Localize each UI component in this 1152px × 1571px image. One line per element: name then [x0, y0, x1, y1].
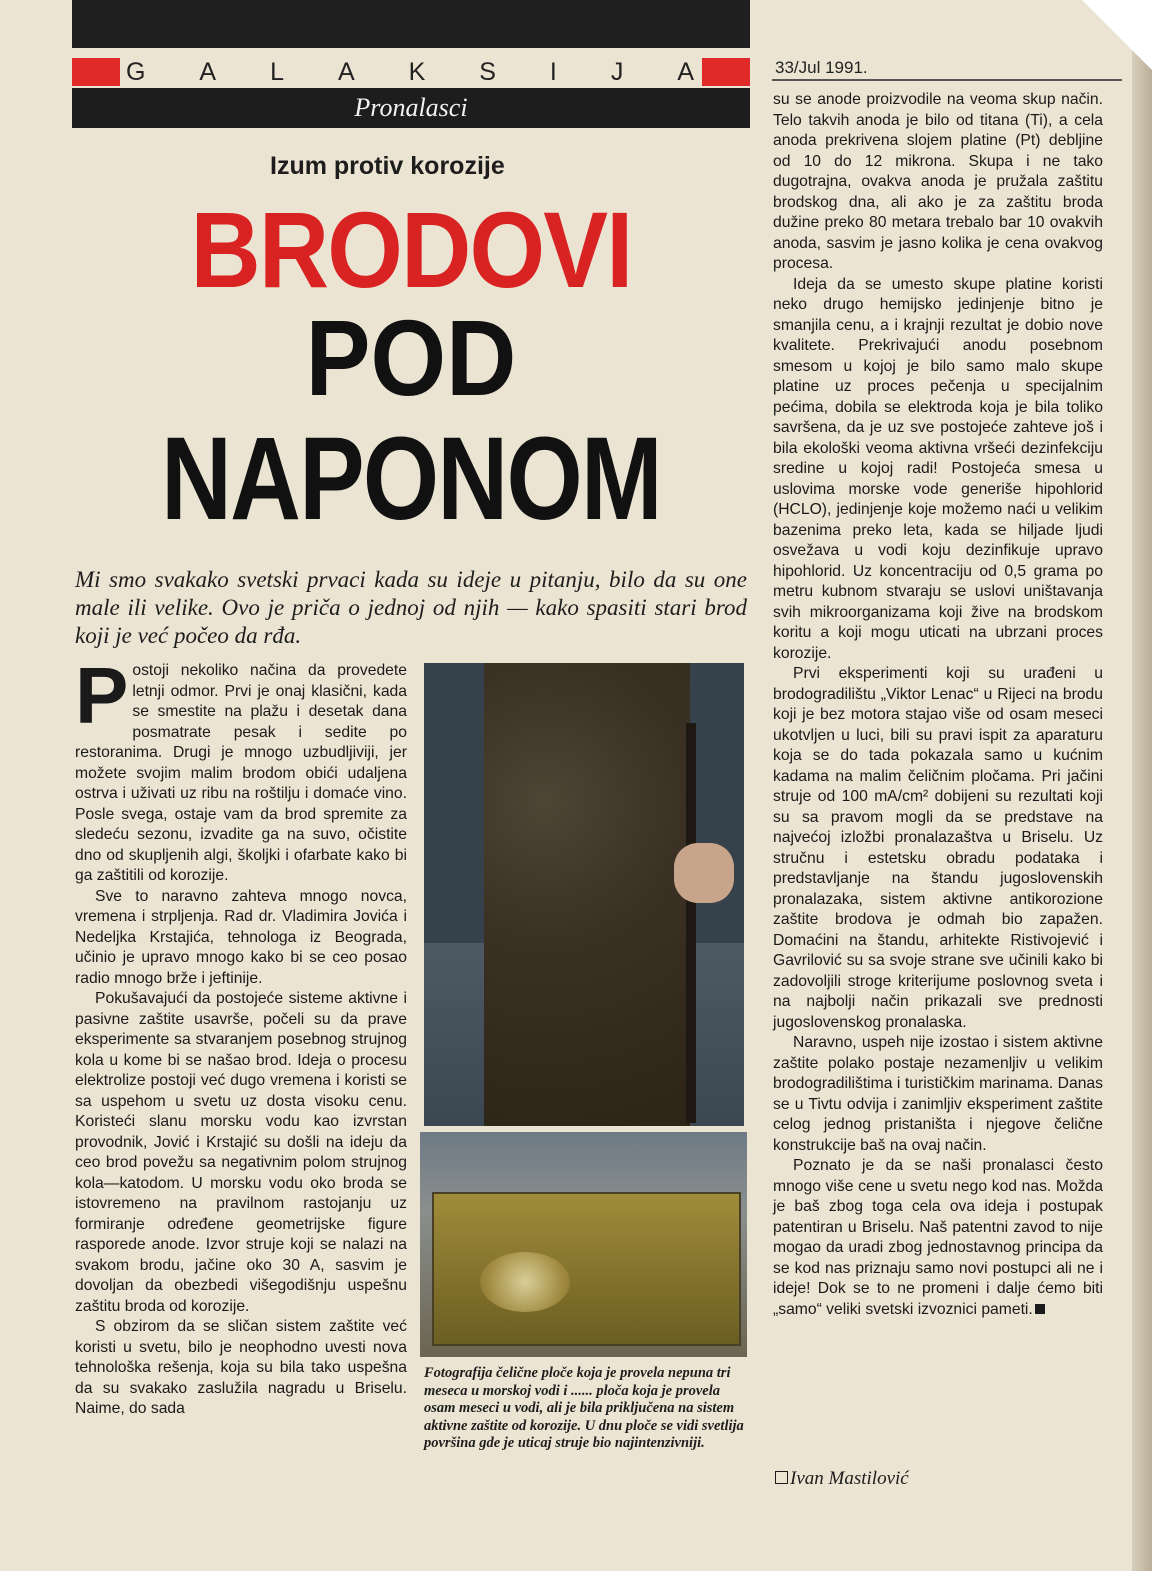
paragraph-text: Poznato je da se naši pronalasci često mnogo više cene u svetu nego kod nas. Možda je baš zbog toga cela ova ideja i postupak patentiran u Briselu. Naš patentni zavod to nije mogao da uradi zbog jednostavnog principa da se kod nas priznaju samo novi postupci ali ne i ideje! Dok se to ne promeni i dalje ćemo biti „samo“ veliki svetski izvoznici pameti. — [773, 1157, 1103, 1318]
corroded-plate — [484, 663, 690, 1126]
article-lead: Mi smo svakako svetski prvaci kada su ideje u pitanju, bilo da su one male ili velike. Ovo je priča o jednoj od njih — kako spasiti stari brod koji je već počeo da rđa. — [75, 567, 747, 648]
drop-cap: P — [75, 651, 129, 740]
paragraph: Pokušavajući da postojeće sisteme aktivne i pasivne zaštite usavrše, počeli su da prave eksperimente sa stvaranjem posebnog strujnog kola u kome bi se našao brod. Ideja o procesu elektrolize postoji već dugo vremena i koristi se sa uspehom u svetu uz dosta visoku cenu. Koristeći slanu morsku vodu kao izvrstan provodnik, Jović i Krstajić su došli na ideju da ceo brod povežu sa negativnim polom strujnog kola—katodom. U morsku vodu oko broda se istovremeno na pravilnom rastojanju uz formiranje određene geometrijske figure rasporede anode. Izvor struje koji se nalazi na svakom brodu, jačine oko 30 A, sasvim je dovoljan da obezbedi višegodišnju uspešnu zaštitu broda od korozije. — [75, 990, 407, 1315]
paragraph: Sve to naravno zahteva mnogo novca, vremena i strpljenja. Rad dr. Vladimira Jovića i Nedeljka Krstajića, tehnologa iz Beograda, učinio je upravo mnogo kako bi se ceo posao radio mnogo brže i jeftinije. — [75, 887, 407, 987]
page-edge — [1132, 0, 1152, 1571]
paragraph: Ideja da se umesto skupe platine koristi neko drugo hemijsko jedinjenje bitno je smanjila cenu, a i krajnji rezultat je dobio nove kvalitete. Prekrivajući anodu posebnom smesom u kojoj je bilo samo malo skupe platine uz proces pečenja u specijalnim pećima, dobila se elektroda koja je bila toliko savršena, da je uz sve postojeće zahteve još i bila ekološki veoma aktivna vršeći dezinfekciju sredine u kojoj radi! Postojeća smesa u uslovima morske vode generiše hipohlorid (HCLO), jedinjenje koje možemo naći u velikim bazenima preko leta, kada se hiljade ljudi osvežava u vodi koju dezinfikuje upravo hipohlorid. Uz koncentraciju od 0,5 grama po metru kubnom stvaraju se uslovi uništavanja svih mikroorganizama koji žive na brodskom koritu a koji mogu uticati na ubrzani proces korozije. — [773, 275, 1103, 662]
left-text-column — [75, 651, 407, 1420]
magazine-letter: L — [270, 57, 286, 86]
rubric-bar — [72, 88, 750, 128]
paragraph-text: ostoji nekoliko načina da provedete letnji odmor. Prvi je onaj klasični, kada se smestite na plažu i desetak dana posmatrate pesak i sedite po restoranima. Drugi je mnogo uzbudljiviji, jer možete svojim malim brodom obići udaljena ostrva i uživati uz ribu na roštilju i domaće vino. Posle svega, ostaje vam da brod spremite za sledeću sezonu, izvadite ga na suvo, očistite dno od skupljenih algi, školjki i ofarbate kako bi ga zaštitili od korozije. — [75, 662, 407, 884]
box-icon — [775, 1471, 788, 1484]
magazine-letter: A — [677, 57, 696, 86]
paragraph: S obzirom da se sličan sistem zaštite već koristi u svetu, bilo je neophodno uvesti nova tehnološka rešenja, koja su bila tako uspešna da su svakako zaslužila nagradu u Briselu. Naime, do sada — [75, 1318, 407, 1417]
headline-line-1: BRODOVI — [190, 189, 632, 310]
paragraph: Prvi eksperimenti koji su urađeni u brodogradilištu „Viktor Lenac“ u Rijeci na brodu koji je bez motora stajao više od osam meseci ukotvljen u luci, bili su pravi ispit za aparaturu koja se do tada pokazala samo u kućnim kadama na malim čeličnim pločama. Pri jačini struje od 100 mA/cm² dobijeni su rezultati koji su sa pravom mogli da se predstave na najvećoj izložbi pronalazaštva u Briselu. Uz stručnu i estetsku obradu podataka i predstavljanje na štandu jugoslovenskih pronalazaka, sistem aktivne antikorozione zaštite brodova je odmah bio zapažen. Domaćini na štandu, arhitekte Ristivojević i Gavrilović su sa svoje strane sve učinili kako bi zadovoljili stroge kriterijume poslovnog sveta i na najbolji način prikazali sve prednosti jugoslovenskog pronalaska. — [773, 665, 1103, 1031]
magazine-name — [126, 56, 696, 88]
magazine-letter: A — [337, 57, 357, 86]
magazine-name-bar — [72, 54, 750, 88]
plate-edge — [686, 723, 696, 1123]
protected-plate — [432, 1192, 741, 1346]
rubric-title: Pronalasci — [354, 93, 468, 122]
red-block-left — [72, 58, 120, 86]
bright-area — [480, 1252, 570, 1312]
end-mark-icon — [1035, 1304, 1045, 1314]
magazine-letter: G — [126, 57, 148, 86]
hand — [674, 843, 734, 903]
magazine-letter: I — [549, 57, 559, 86]
magazine-letter: S — [479, 57, 498, 86]
paragraph — [773, 1156, 1103, 1320]
red-block-right — [702, 58, 750, 86]
photo-caption: Fotografija čelične ploče koja je provela nepuna tri meseca u morskoj vodi i ...... ploča koja je provela osam meseci u vodi, ali je bila priključena na sistem aktivne zaštite od korozije. U dnu ploče se vidi svetlija površina gde je uticaj struje bio najintenzivniji. — [424, 1365, 744, 1451]
article-kicker: Izum protiv korozije — [270, 152, 505, 180]
issue-number: 33/Jul 1991. — [775, 58, 868, 77]
issue-rule — [772, 79, 1122, 81]
right-text-column — [773, 90, 1103, 1320]
magazine-letter: A — [199, 57, 219, 86]
paragraph — [75, 651, 407, 887]
author-name: Ivan Mastilović — [790, 1468, 909, 1489]
magazine-letter: K — [408, 57, 428, 86]
top-black-bar — [72, 0, 750, 48]
paragraph: Naravno, uspeh nije izostao i sistem aktivne zaštite polako postaje nezamenljiv u velikim brodogradilištima i turističkim marinama. Danas se u Tivtu odvija i zanimljiv eksperiment zaštite celog jednog pristaništa i njegove čelične konstrukcije baš na ovaj način. — [773, 1034, 1103, 1154]
author-byline — [775, 1468, 909, 1490]
paragraph: su se anode proizvodile na veoma skup način. Telo takvih anoda je bilo od titana (Ti), a cela anoda prekrivena slojem platine (Pt) debljine od 10 do 12 mikrona. Skupa i ne tako dugotrajna, ovakva anoda je pružala zaštitu brodskog dna, ali ako je za zaštitu broda dužine preko 80 metara trebalo bar 10 ovakvih anoda, sasvim je jasno kolika je cena ovakvog procesa. — [773, 91, 1103, 272]
steel-plate-photo — [424, 663, 744, 1126]
protected-plate-photo — [420, 1132, 747, 1357]
page-corner-fold — [1082, 0, 1152, 70]
magazine-letter: J — [610, 57, 626, 86]
headline-line-2: POD — [305, 297, 517, 418]
headline-line-3: NAPONOM — [161, 413, 661, 545]
